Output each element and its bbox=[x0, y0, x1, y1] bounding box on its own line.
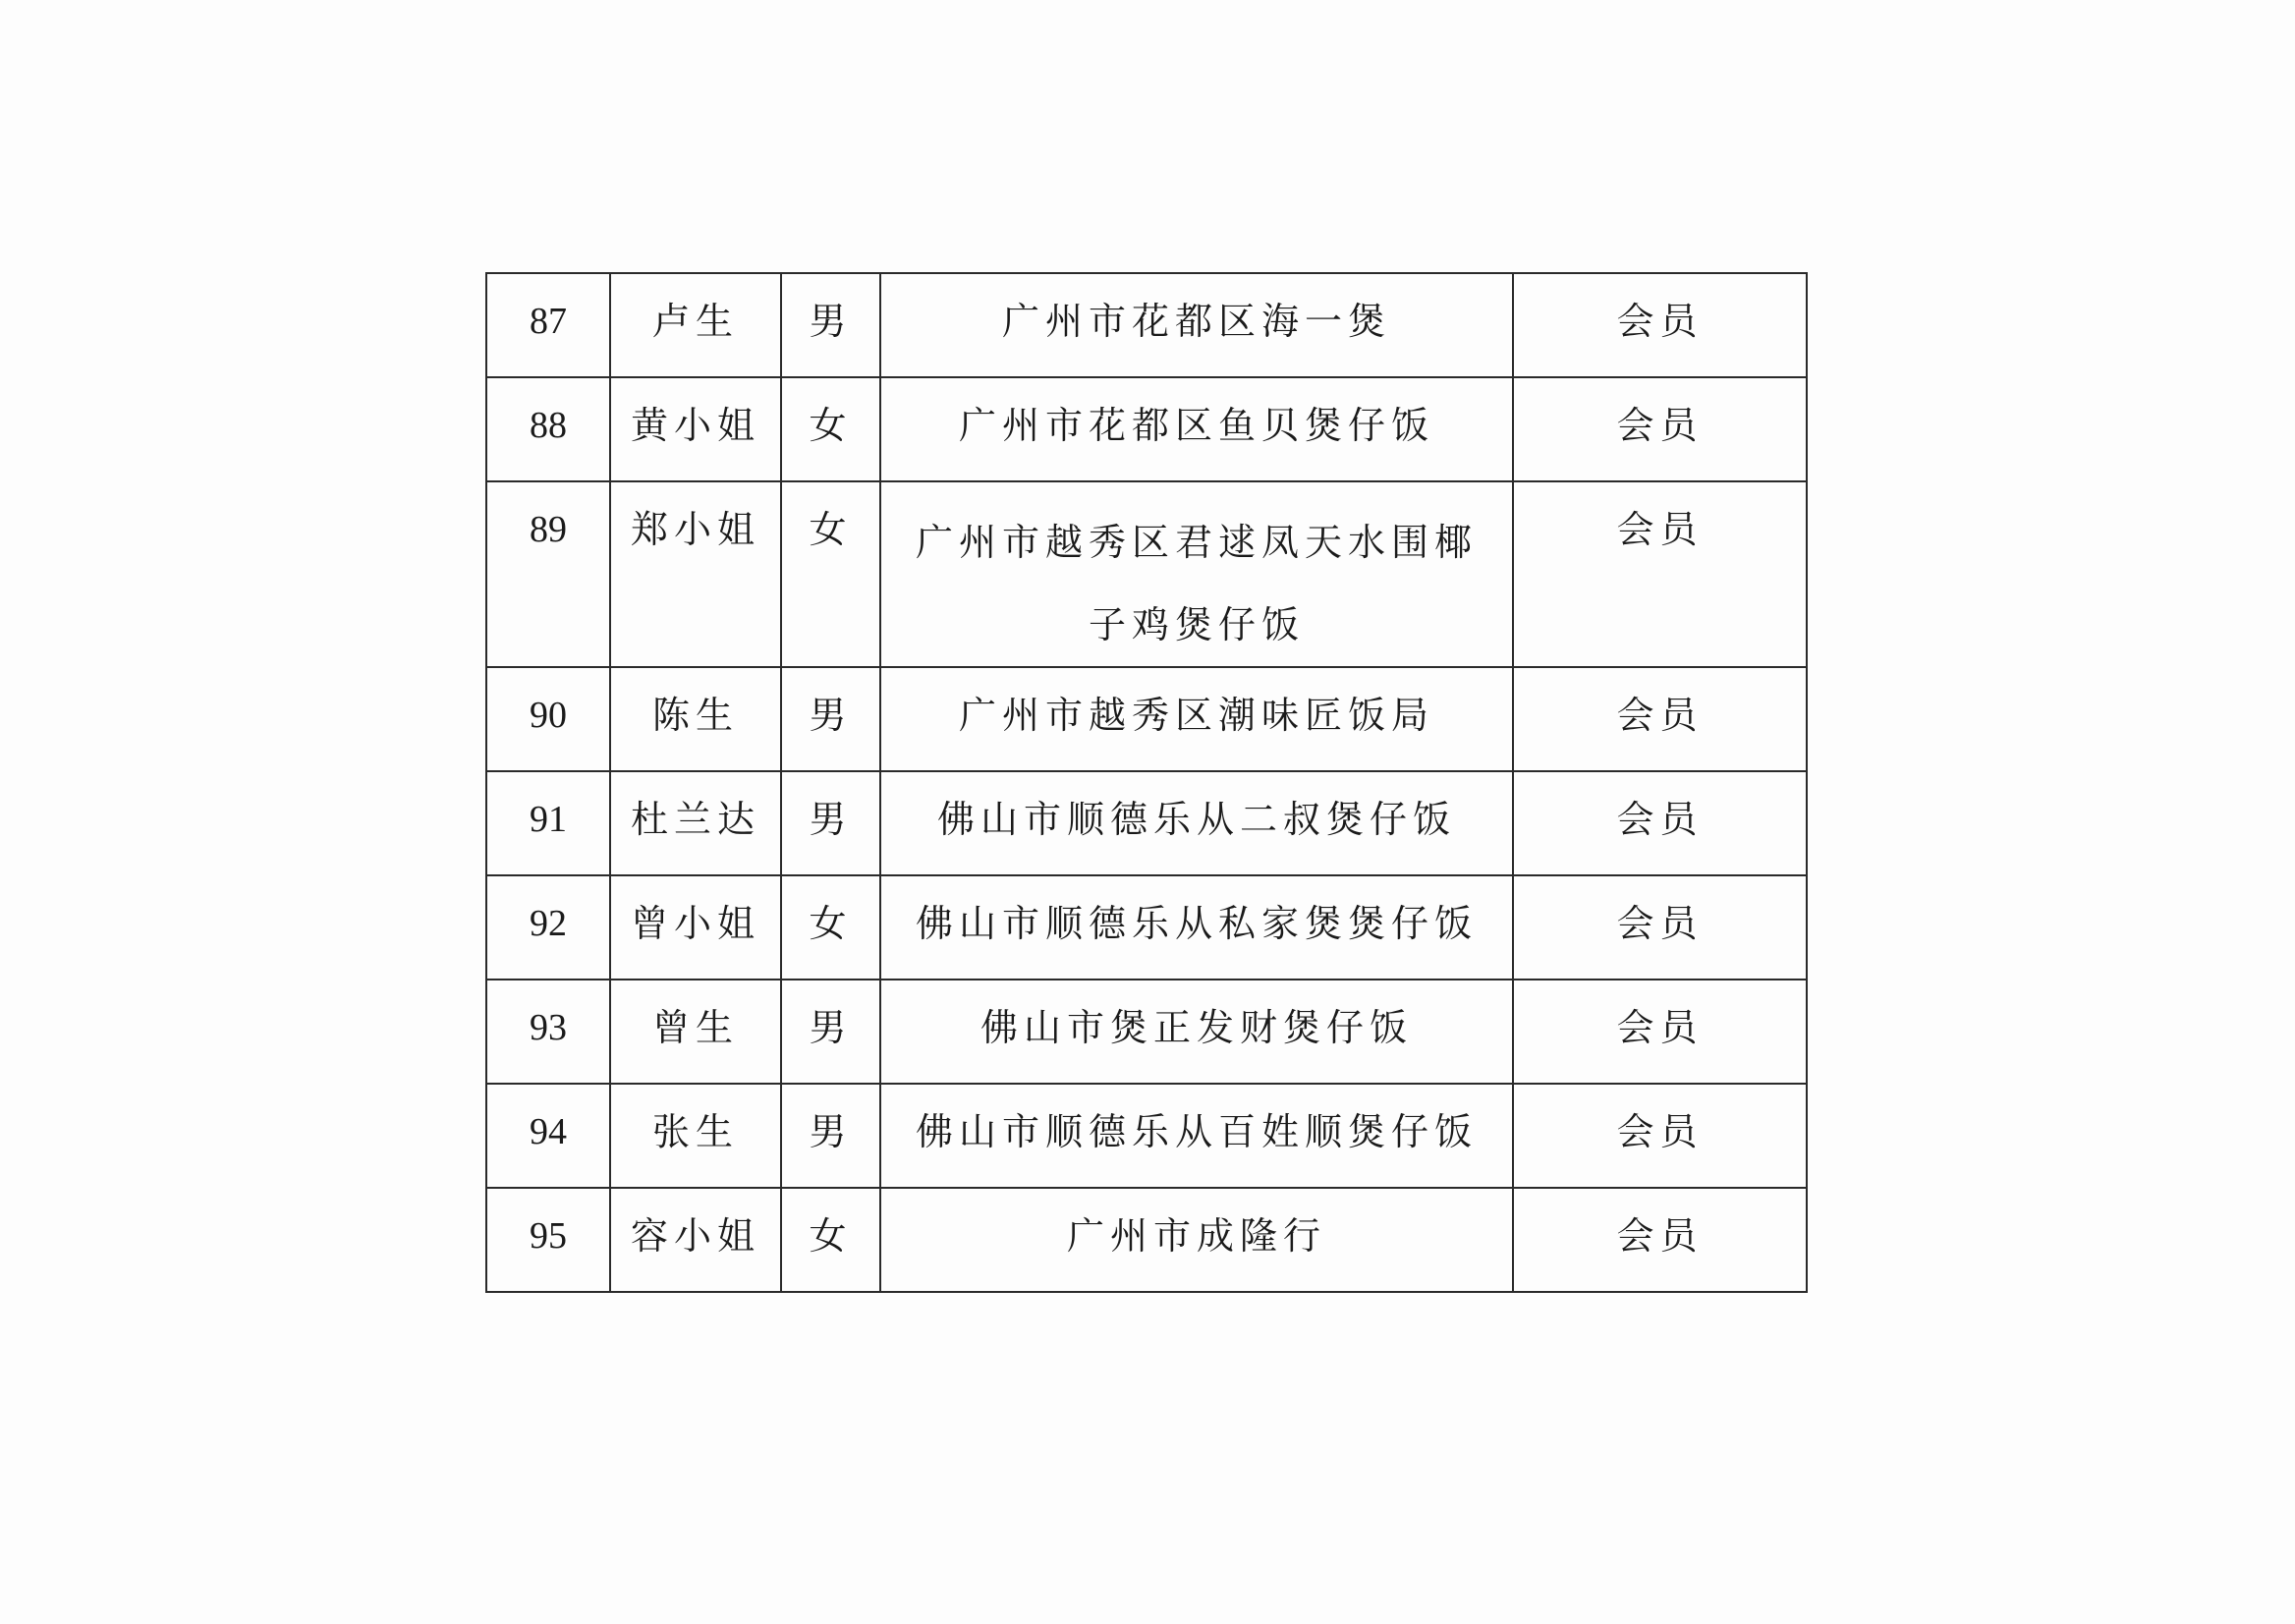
member-unit: 佛山市顺德乐从二叔煲仔饭 bbox=[880, 771, 1513, 875]
member-role: 会员 bbox=[1513, 273, 1807, 377]
row-number: 94 bbox=[486, 1084, 610, 1188]
member-gender: 男 bbox=[781, 667, 880, 771]
member-role: 会员 bbox=[1513, 771, 1807, 875]
table-row bbox=[486, 1188, 1807, 1292]
member-role: 会员 bbox=[1513, 980, 1807, 1084]
member-name: 张生 bbox=[610, 1084, 781, 1188]
member-unit: 广州市成隆行 bbox=[880, 1188, 1513, 1292]
member-name: 杜兰达 bbox=[610, 771, 781, 875]
member-name: 容小姐 bbox=[610, 1188, 781, 1292]
table-row bbox=[486, 667, 1807, 771]
row-number: 95 bbox=[486, 1188, 610, 1292]
row-number: 88 bbox=[486, 377, 610, 481]
table-row bbox=[486, 1084, 1807, 1188]
member-name: 曾小姐 bbox=[610, 875, 781, 980]
member-role: 会员 bbox=[1513, 667, 1807, 771]
member-gender: 男 bbox=[781, 980, 880, 1084]
member-unit: 广州市越秀区君逑凤天水围椰子鸡煲仔饭 bbox=[880, 481, 1513, 667]
member-unit: 广州市花都区鱼贝煲仔饭 bbox=[880, 377, 1513, 481]
member-unit: 广州市花都区海一煲 bbox=[880, 273, 1513, 377]
member-role: 会员 bbox=[1513, 1084, 1807, 1188]
member-gender: 女 bbox=[781, 1188, 880, 1292]
table-row bbox=[486, 481, 1807, 667]
member-gender: 女 bbox=[781, 875, 880, 980]
member-unit: 佛山市煲正发财煲仔饭 bbox=[880, 980, 1513, 1084]
member-unit: 佛山市顺德乐从私家煲煲仔饭 bbox=[880, 875, 1513, 980]
member-gender: 女 bbox=[781, 481, 880, 667]
table-row bbox=[486, 875, 1807, 980]
member-unit: 广州市越秀区潮味匠饭局 bbox=[880, 667, 1513, 771]
member-role: 会员 bbox=[1513, 875, 1807, 980]
member-role: 会员 bbox=[1513, 377, 1807, 481]
table-row bbox=[486, 273, 1807, 377]
member-role: 会员 bbox=[1513, 1188, 1807, 1292]
row-number: 93 bbox=[486, 980, 610, 1084]
member-name: 曾生 bbox=[610, 980, 781, 1084]
member-name: 陈生 bbox=[610, 667, 781, 771]
member-name: 黄小姐 bbox=[610, 377, 781, 481]
table-row bbox=[486, 980, 1807, 1084]
table-row bbox=[486, 771, 1807, 875]
member-role: 会员 bbox=[1513, 481, 1807, 667]
row-number: 90 bbox=[486, 667, 610, 771]
member-gender: 女 bbox=[781, 377, 880, 481]
member-gender: 男 bbox=[781, 771, 880, 875]
member-name: 卢生 bbox=[610, 273, 781, 377]
member-table bbox=[485, 272, 1808, 1293]
row-number: 91 bbox=[486, 771, 610, 875]
member-name: 郑小姐 bbox=[610, 481, 781, 667]
member-unit: 佛山市顺德乐从百姓顺煲仔饭 bbox=[880, 1084, 1513, 1188]
table-row bbox=[486, 377, 1807, 481]
row-number: 92 bbox=[486, 875, 610, 980]
member-gender: 男 bbox=[781, 273, 880, 377]
row-number: 87 bbox=[486, 273, 610, 377]
member-gender: 男 bbox=[781, 1084, 880, 1188]
row-number: 89 bbox=[486, 481, 610, 667]
